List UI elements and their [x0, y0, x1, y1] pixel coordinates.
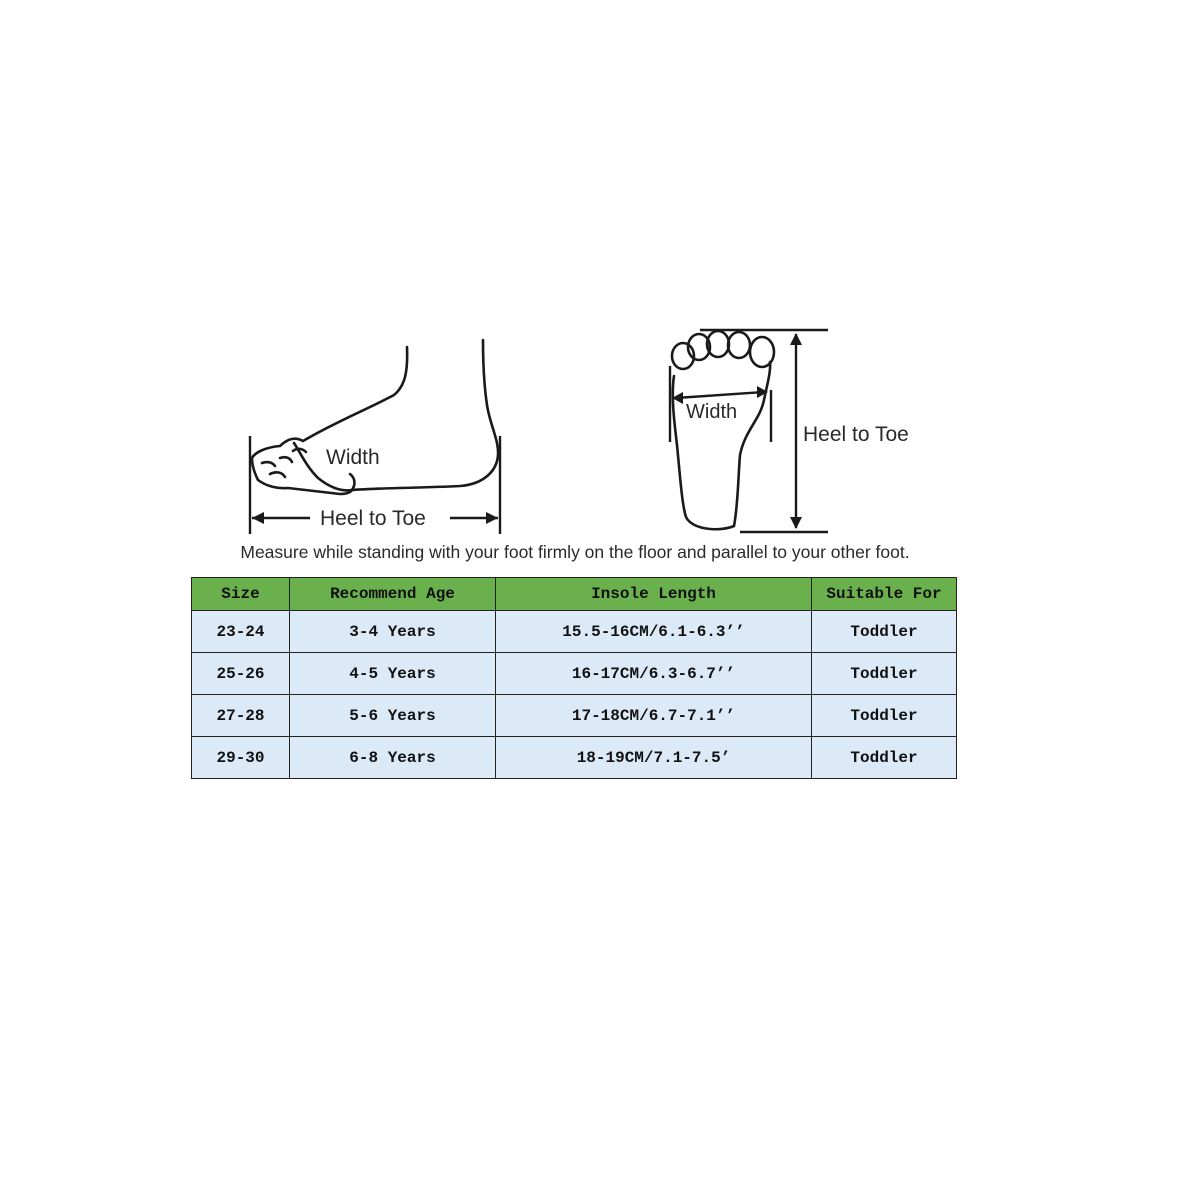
cell-age: 5-6 Years [290, 695, 496, 737]
cell-suitable-for: Toddler [812, 695, 957, 737]
cell-insole-length: 17-18CM/6.7-7.1’’ [496, 695, 812, 737]
toe-4-outline [728, 332, 750, 358]
table-row [192, 695, 957, 737]
cell-age: 6-8 Years [290, 737, 496, 779]
cell-suitable-for: Toddler [812, 653, 957, 695]
foot-side-outline [252, 340, 498, 494]
header-recommend-age: Recommend Age [290, 578, 496, 611]
cell-suitable-for: Toddler [812, 737, 957, 779]
table-header-row [192, 578, 957, 611]
cell-age: 3-4 Years [290, 611, 496, 653]
sole-view-length-label: Heel to Toe [803, 423, 909, 446]
cell-age: 4-5 Years [290, 653, 496, 695]
side-view-width-label: Width [326, 446, 380, 469]
cell-insole-length: 16-17CM/6.3-6.7’’ [496, 653, 812, 695]
table-row [192, 737, 957, 779]
table-row [192, 653, 957, 695]
foot-side-view-illustration [252, 340, 498, 494]
foot-sole-view-illustration [672, 331, 774, 529]
cell-suitable-for: Toddler [812, 611, 957, 653]
cell-insole-length: 15.5-16CM/6.1-6.3’’ [496, 611, 812, 653]
measurement-instruction: Measure while standing with your foot firmly on the floor and parallel to your other foot. [240, 542, 910, 562]
sole-view-width-label: Width [686, 401, 738, 423]
header-insole-length: Insole Length [496, 578, 812, 611]
cell-insole-length: 18-19CM/7.1-7.5’ [496, 737, 812, 779]
cell-size: 29-30 [192, 737, 290, 779]
header-size: Size [192, 578, 290, 611]
size-chart-table [191, 577, 957, 779]
cell-size: 27-28 [192, 695, 290, 737]
header-suitable-for: Suitable For [812, 578, 957, 611]
table-row [192, 611, 957, 653]
side-view-length-label: Heel to Toe [320, 507, 426, 530]
sole-outline [673, 362, 770, 529]
cell-size: 23-24 [192, 611, 290, 653]
cell-size: 25-26 [192, 653, 290, 695]
